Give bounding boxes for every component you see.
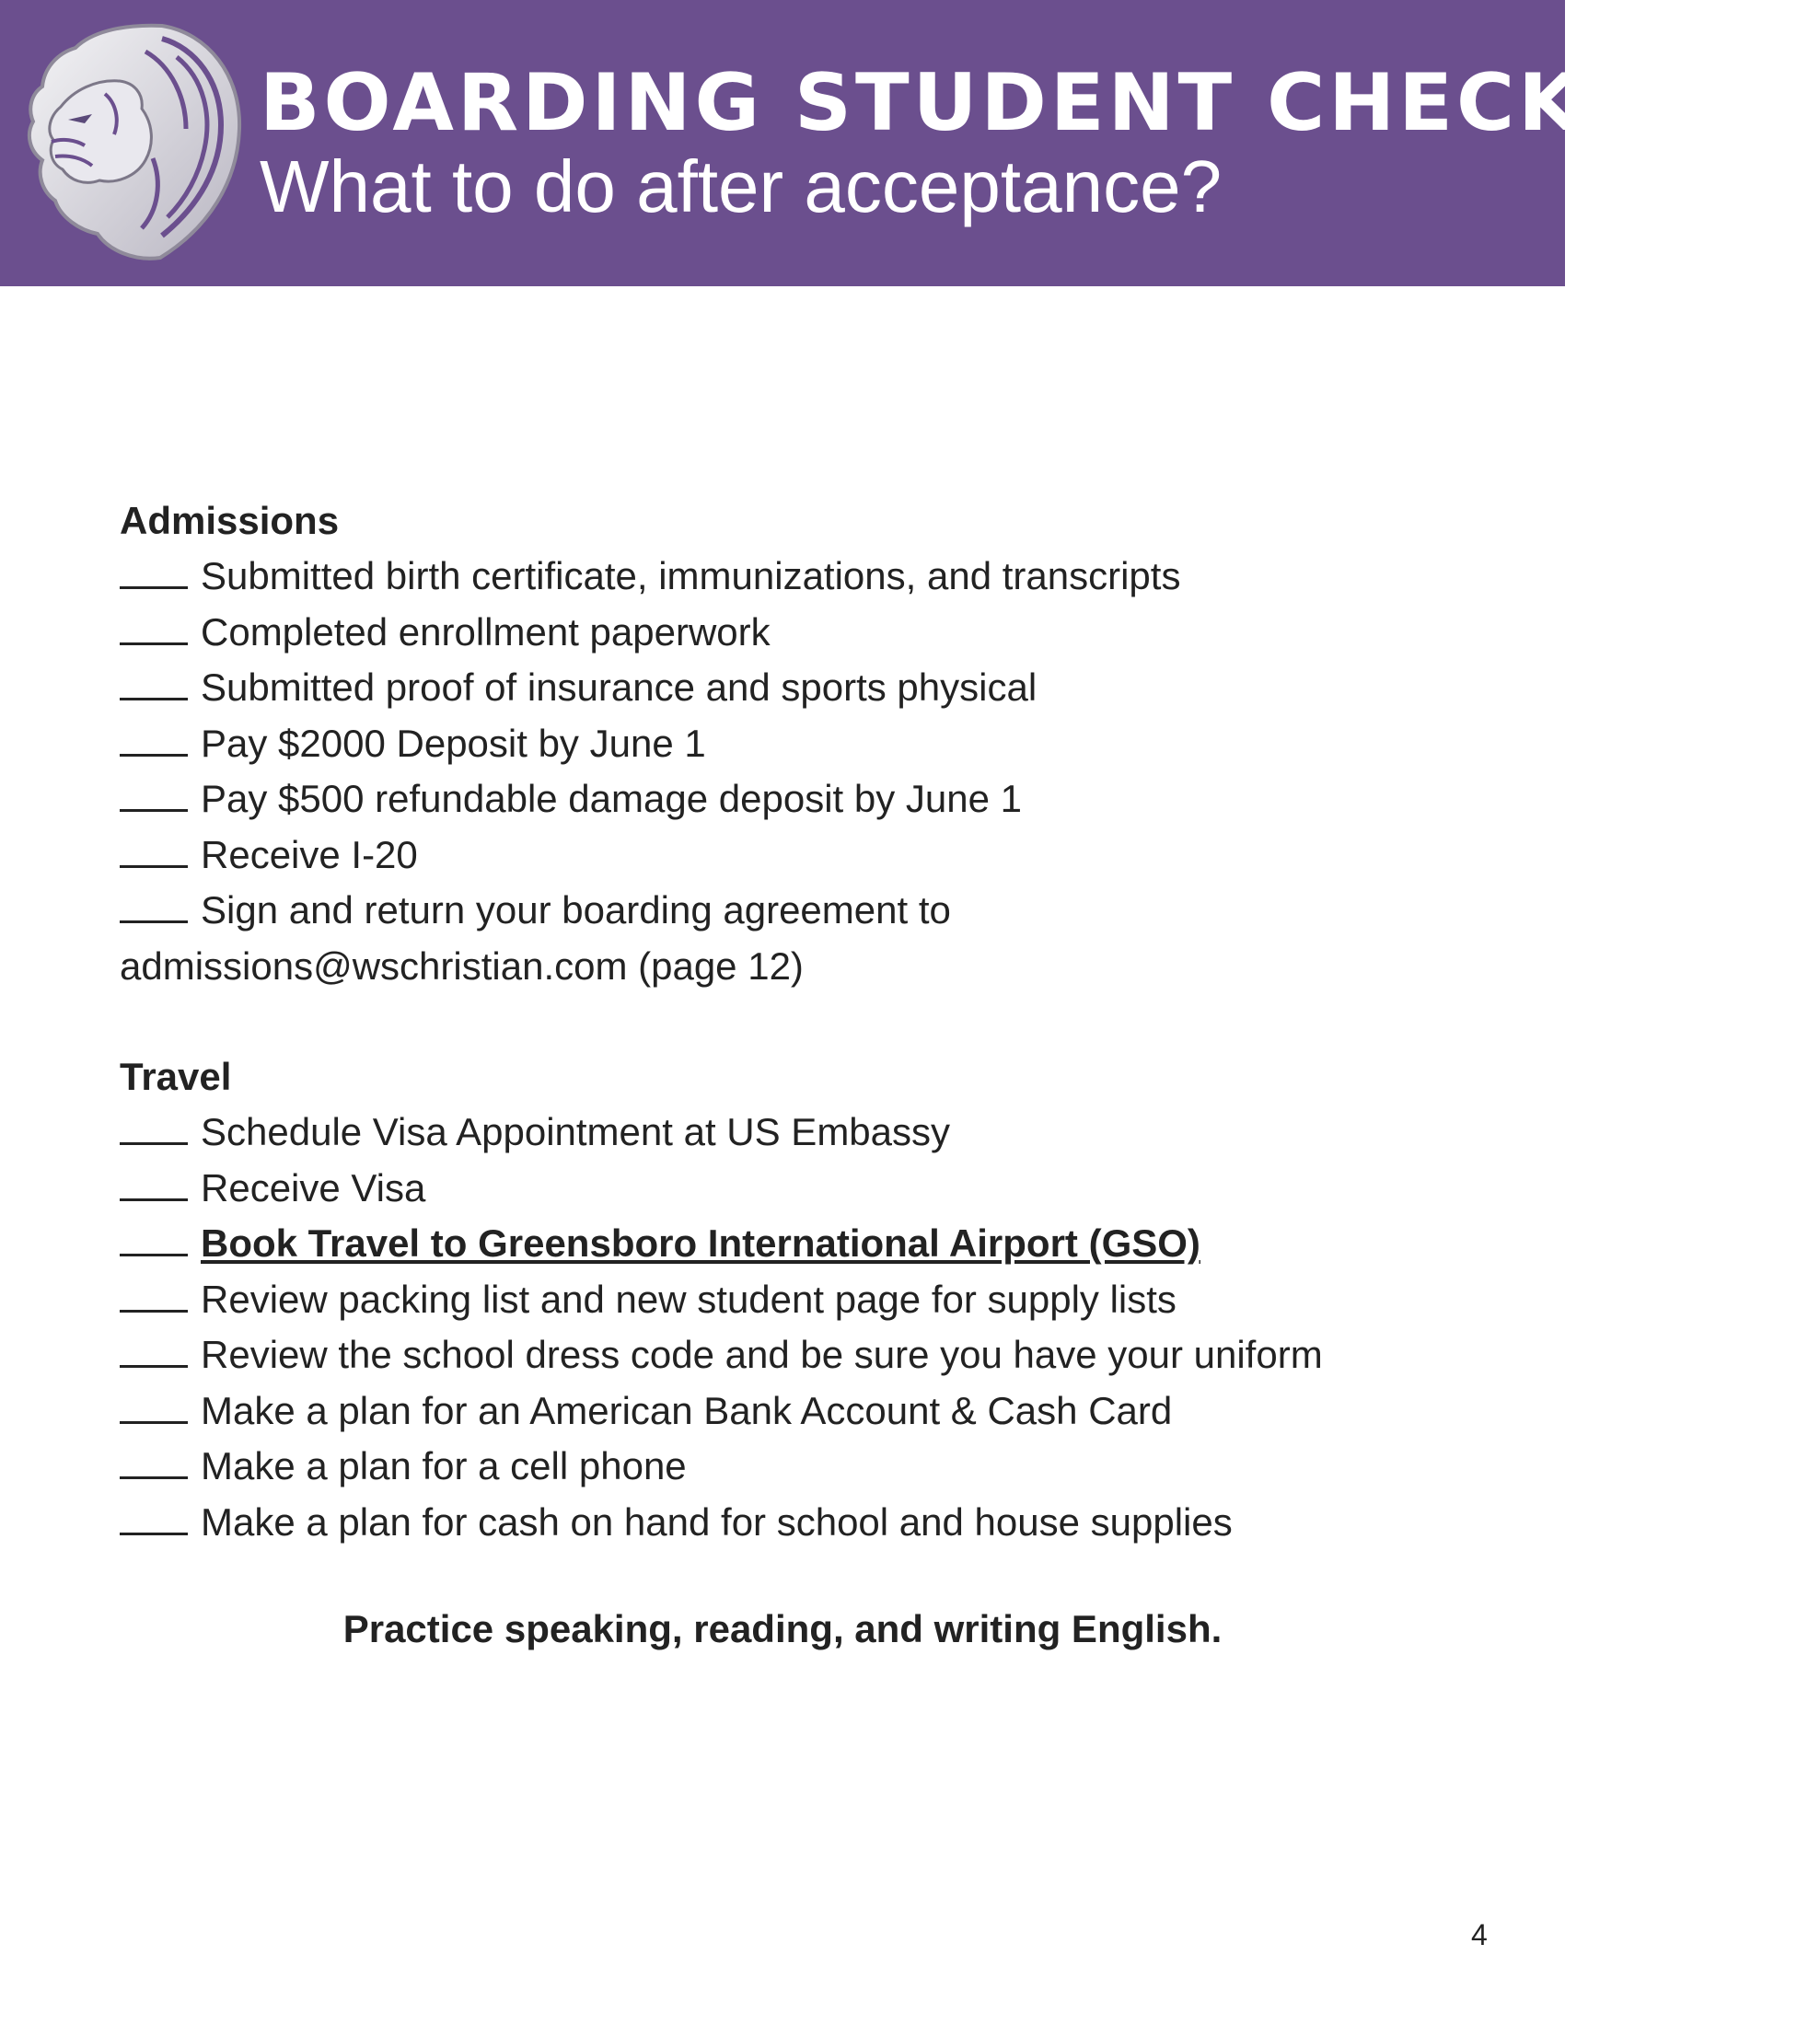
checkbox-blank[interactable] [120, 1441, 188, 1479]
header-banner [0, 0, 1820, 286]
checklist-item: Submitted birth certificate, immunizations, and transcripts [120, 549, 1464, 605]
checkbox-blank[interactable] [120, 1498, 188, 1535]
checklist-item: Review packing list and new student page for supply lists [120, 1272, 1464, 1328]
checkbox-blank[interactable] [120, 1219, 188, 1256]
lion-head-icon [24, 20, 245, 265]
checkbox-blank[interactable] [120, 1330, 188, 1368]
checkbox-blank[interactable] [120, 719, 188, 757]
book-travel-link[interactable]: Book Travel to Greensboro International Airport (GSO) [201, 1221, 1200, 1265]
section-heading-admissions: Admissions [120, 499, 340, 542]
checkbox-blank[interactable] [120, 663, 188, 700]
checkbox-blank[interactable] [120, 885, 188, 923]
checklist-content [120, 493, 1464, 1550]
checklist-item: Sign and return your boarding agreement to [120, 883, 1464, 939]
checkbox-blank[interactable] [120, 608, 188, 645]
checklist-item: Receive I-20 [120, 827, 1464, 884]
section-heading-travel: Travel [120, 1055, 232, 1098]
checklist-item: Receive Visa [120, 1161, 1464, 1217]
checklist-item: Make a plan for cash on hand for school and house supplies [120, 1495, 1464, 1551]
checklist-item: Schedule Visa Appointment at US Embassy [120, 1105, 1464, 1161]
page-subtitle: What to do after acceptance? [260, 145, 1223, 227]
checklist-item-continuation: admissions@wschristian.com (page 12) [120, 943, 804, 988]
checklist-item: Review the school dress code and be sure you have your uniform [120, 1327, 1464, 1383]
checkbox-blank[interactable] [120, 1275, 188, 1313]
checkbox-blank[interactable] [120, 830, 188, 868]
checkbox-blank[interactable] [120, 1163, 188, 1201]
checkbox-blank[interactable] [120, 551, 188, 589]
checklist-item-link [120, 1216, 1464, 1272]
page-number: 4 [1471, 1918, 1488, 1951]
checkbox-blank[interactable] [120, 1107, 188, 1145]
checklist-item: Make a plan for a cell phone [120, 1439, 1464, 1495]
checklist-item: Completed enrollment paperwork [120, 605, 1464, 661]
page-title: BOARDING STUDENT CHECKLIST: [260, 57, 1820, 149]
checklist-item: Submitted proof of insurance and sports physical [120, 660, 1464, 716]
checklist-item: Pay $2000 Deposit by June 1 [120, 716, 1464, 772]
footer-note: Practice speaking, reading, and writing English. [342, 1607, 1223, 1650]
checklist-item: Make a plan for an American Bank Account & Cash Card [120, 1383, 1464, 1440]
section-spacer [120, 994, 1464, 1049]
checklist-item: Pay $500 refundable damage deposit by June 1 [120, 771, 1464, 827]
checkbox-blank[interactable] [120, 774, 188, 812]
checkbox-blank[interactable] [120, 1386, 188, 1424]
